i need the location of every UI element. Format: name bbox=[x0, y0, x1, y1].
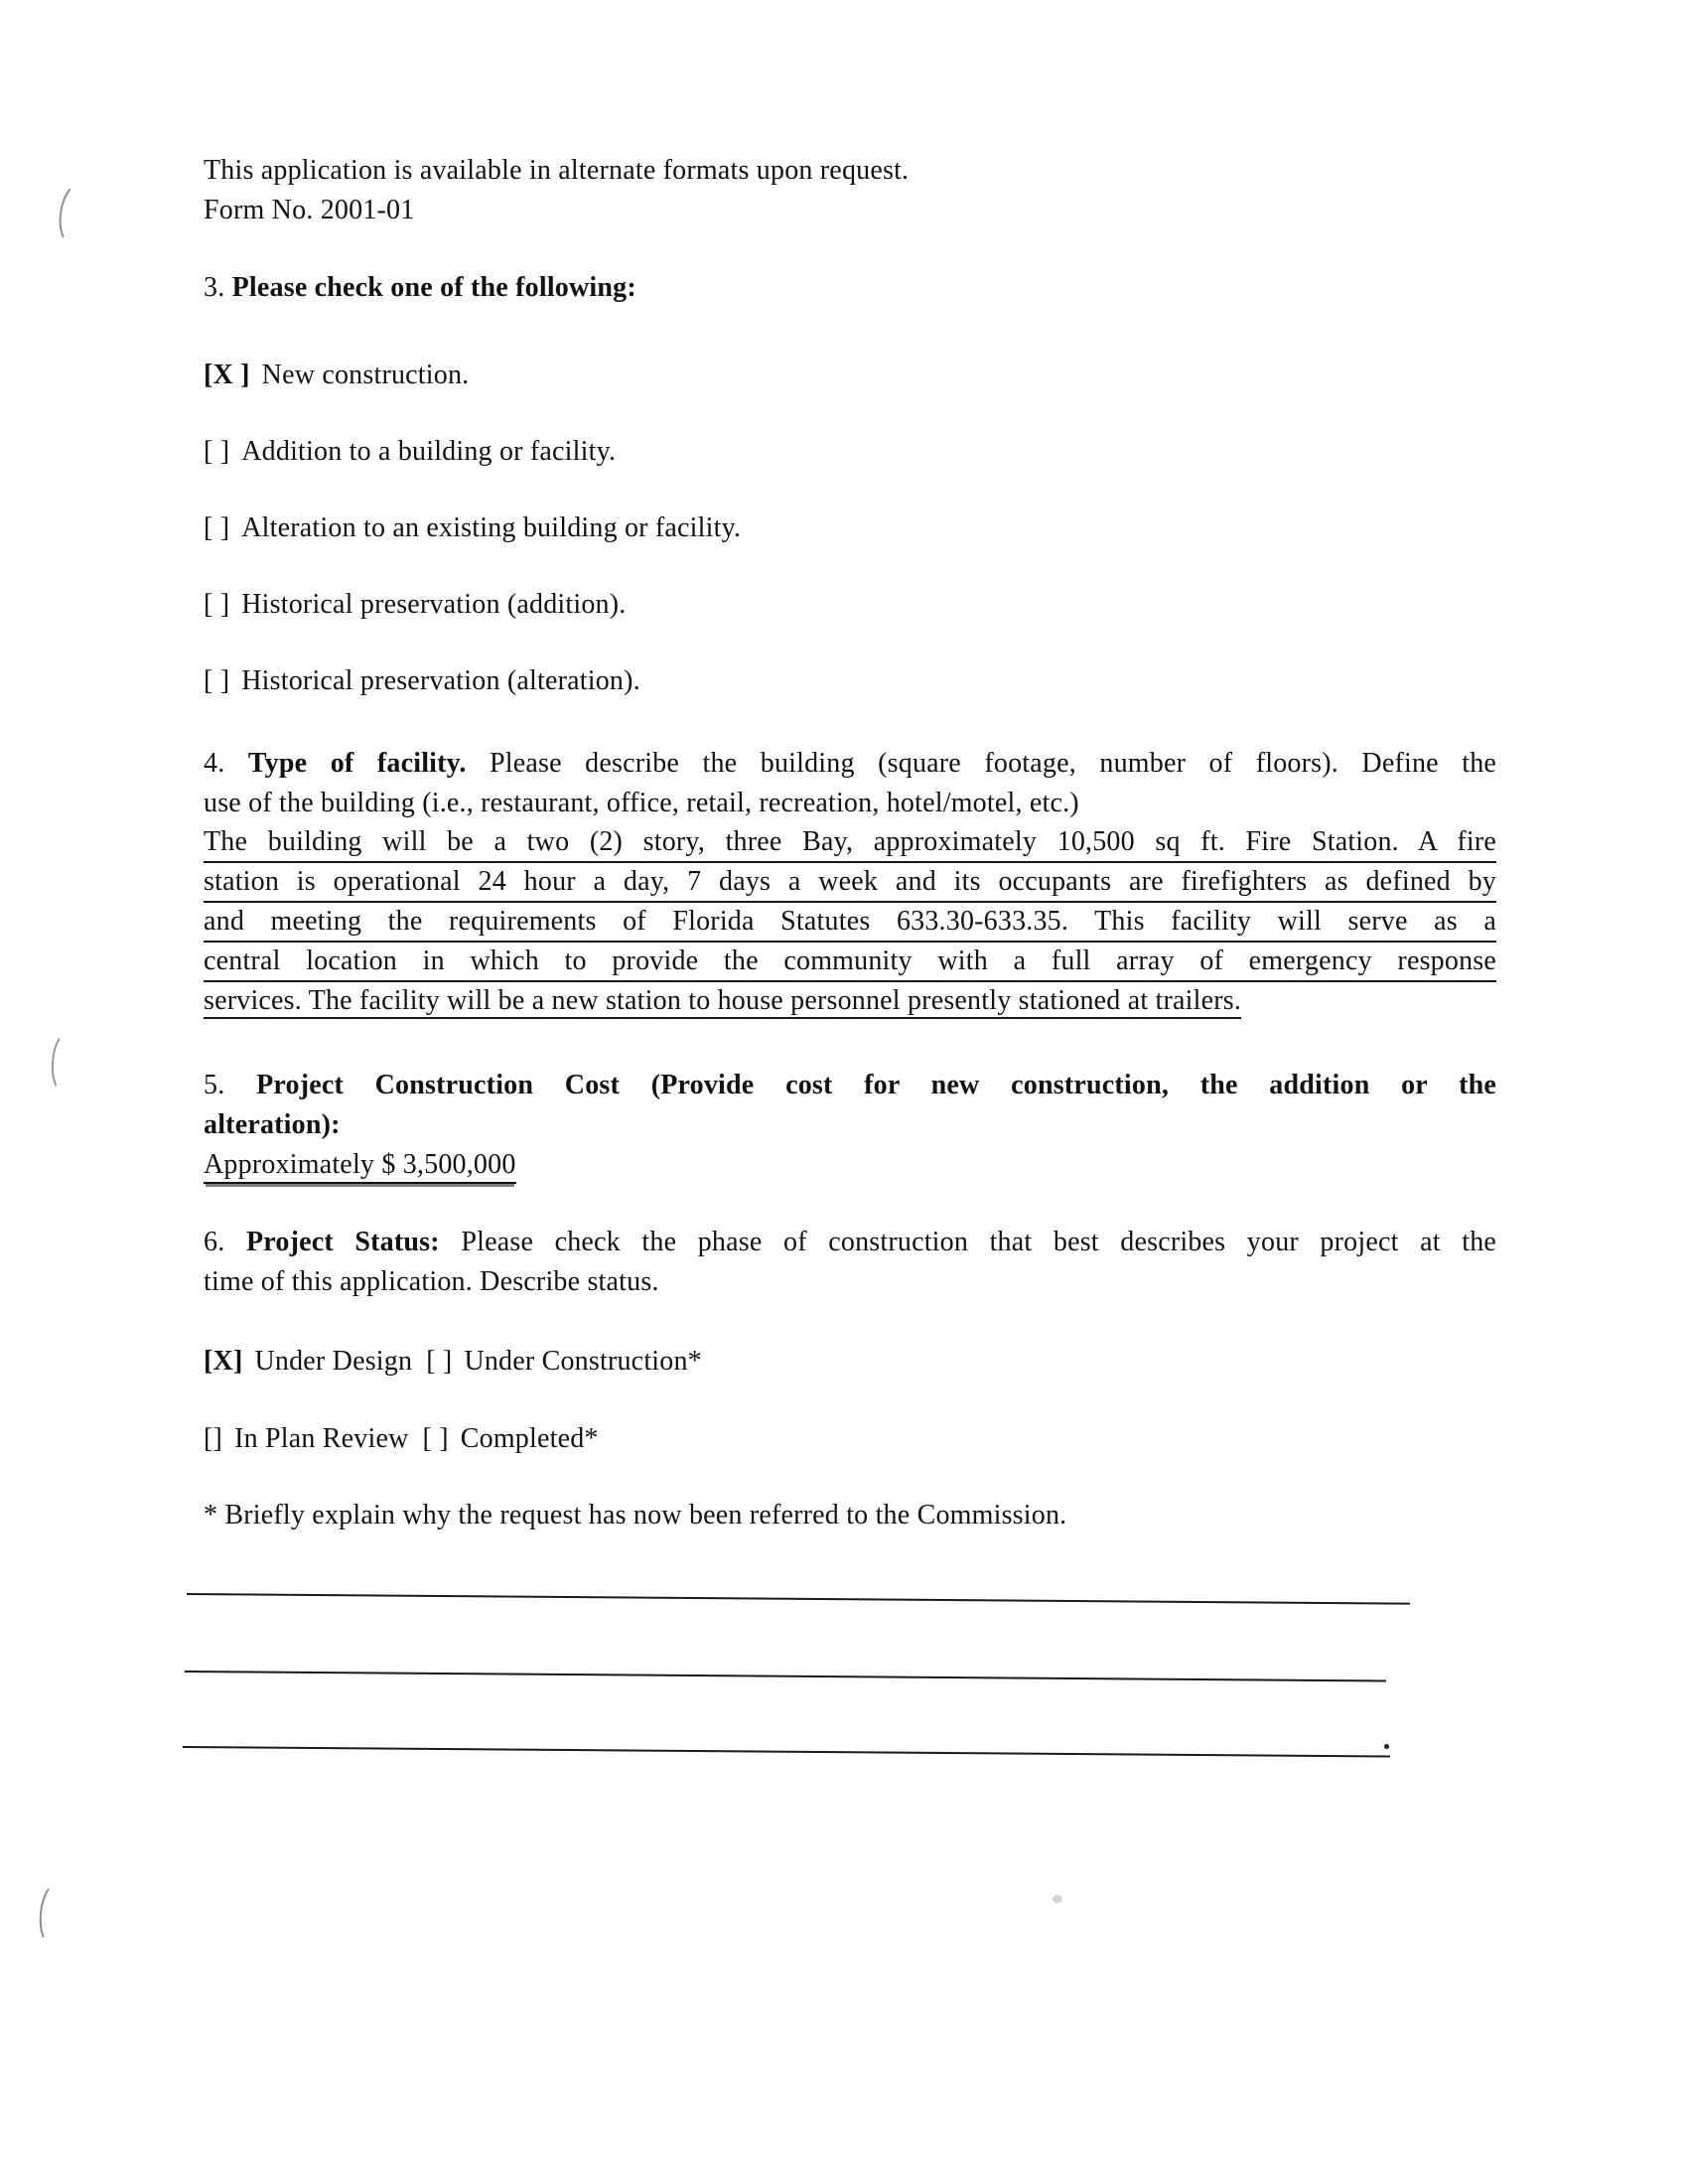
write-in-line-2 bbox=[185, 1671, 1386, 1682]
checkbox-option-new-construction bbox=[204, 356, 1496, 395]
checkbox-new-construction: [X ] bbox=[204, 360, 250, 390]
checkbox-alteration: [ ] bbox=[204, 512, 230, 543]
status-label-in-plan-review: In Plan Review bbox=[234, 1423, 409, 1454]
section-4-prompt: Please describe the building (square footage, number of floors). Define the bbox=[490, 748, 1497, 779]
checkbox-under-design: [X] bbox=[204, 1346, 243, 1377]
status-label-under-design: Under Design bbox=[254, 1346, 413, 1377]
section-5-heading-line1 bbox=[204, 1066, 1496, 1105]
scan-artifact-arc-top bbox=[56, 181, 98, 248]
alternate-format-note: This application is available in alternate formats upon request. bbox=[204, 155, 910, 186]
checkbox-historical-alteration: [ ] bbox=[204, 665, 230, 696]
stray-ink-dot bbox=[1384, 1744, 1389, 1749]
answer-line: station is operational 24 hour a day, 7 days a week and its occupants are firefighters as defined by bbox=[204, 863, 1496, 903]
commission-referral-footnote: * Briefly explain why the request has now been referred to the Commission. bbox=[204, 1500, 1067, 1530]
checkbox-label: New construction. bbox=[261, 360, 470, 390]
section-4-heading-line1 bbox=[204, 744, 1496, 784]
checkbox-option-addition bbox=[204, 432, 1496, 472]
checkbox-under-construction: [ ] bbox=[426, 1346, 453, 1377]
project-status-row-1 bbox=[204, 1342, 1496, 1382]
checkbox-label: Alteration to an existing building or facility. bbox=[241, 512, 742, 543]
checkbox-option-alteration bbox=[204, 509, 1496, 548]
checkbox-option-historical-alteration bbox=[204, 661, 1496, 701]
checkbox-addition: [ ] bbox=[204, 436, 230, 467]
checkbox-label: Addition to a building or facility. bbox=[241, 436, 617, 467]
section-4-number: 4. bbox=[204, 748, 225, 779]
checkbox-label: Historical preservation (alteration). bbox=[241, 665, 640, 696]
form-number: Form No. 2001-01 bbox=[204, 195, 415, 225]
section-5-heading-line2: alteration): bbox=[204, 1109, 341, 1140]
section-6-number: 6. bbox=[204, 1227, 225, 1257]
section-4-heading-line2: use of the building (i.e., restaurant, office, retail, recreation, hotel/motel, etc.) bbox=[204, 788, 1079, 818]
section-6-title: Project Status: bbox=[245, 1227, 440, 1257]
answer-line: central location in which to provide the community with a full array of emergency response bbox=[204, 943, 1496, 982]
write-in-line-3 bbox=[183, 1746, 1390, 1758]
scan-artifact-arc-middle bbox=[50, 1032, 79, 1093]
checkbox-completed: [ ] bbox=[422, 1423, 449, 1454]
section-3-title: Please check one of the following: bbox=[231, 272, 636, 303]
section-3-number: 3. bbox=[204, 272, 225, 303]
answer-line: The building will be a two (2) story, three Bay, approximately 10,500 sq ft. Fire Station. A fire bbox=[204, 823, 1496, 863]
checkbox-option-historical-addition bbox=[204, 585, 1496, 625]
section-6-heading-line1 bbox=[204, 1223, 1496, 1262]
section-5-number: 5. bbox=[204, 1070, 225, 1100]
construction-cost-value: Approximately $ 3,500,000 bbox=[204, 1149, 516, 1184]
facility-description-answer bbox=[204, 823, 1496, 1022]
write-in-line-1 bbox=[187, 1593, 1410, 1605]
form-content bbox=[204, 0, 1496, 1535]
section-6-heading-line2: time of this application. Describe status. bbox=[204, 1266, 659, 1297]
status-label-completed: Completed* bbox=[460, 1423, 599, 1454]
section-6-prompt: Please check the phase of construction that best describes your project at the bbox=[461, 1227, 1497, 1257]
construction-cost-answer bbox=[204, 1145, 1496, 1185]
project-status-row-2 bbox=[204, 1419, 1496, 1459]
answer-line bbox=[204, 982, 1496, 1022]
checkbox-label: Historical preservation (addition). bbox=[241, 589, 627, 620]
section-6 bbox=[204, 1223, 1496, 1302]
section-5-title: Project Construction Cost (Provide cost for new construction, the addition or the bbox=[256, 1070, 1497, 1100]
section-4 bbox=[204, 744, 1496, 823]
answer-line: and meeting the requirements of Florida Statutes 633.30-633.35. This facility will serve as a bbox=[204, 903, 1496, 943]
section-3-heading bbox=[204, 268, 1496, 308]
construction-type-options bbox=[204, 356, 1496, 701]
scan-artifact-speck bbox=[1053, 1895, 1062, 1903]
scan-artifact-arc-bottom bbox=[37, 1882, 70, 1947]
answer-line-text: services. The facility will be a new station to house personnel presently stationed at trailers. bbox=[204, 985, 1241, 1019]
checkbox-in-plan-review: [] bbox=[204, 1423, 223, 1454]
checkbox-historical-addition: [ ] bbox=[204, 589, 230, 620]
section-5 bbox=[204, 1066, 1496, 1185]
section-4-title: Type of facility. bbox=[247, 748, 467, 779]
status-label-under-construction: Under Construction* bbox=[464, 1346, 702, 1377]
